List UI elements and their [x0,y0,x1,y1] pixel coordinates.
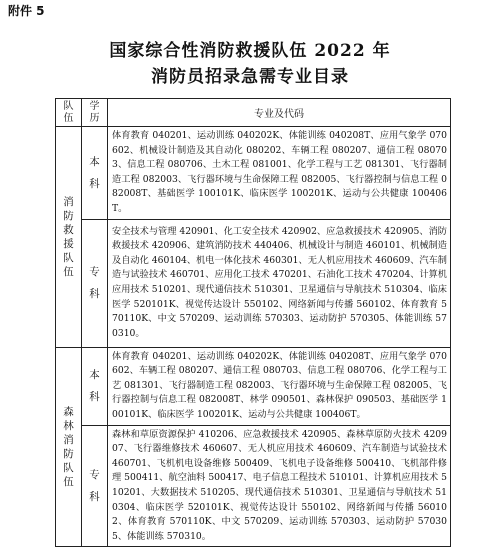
majors-table [55,98,451,547]
edu-char: 本 [89,155,100,168]
edu-cell-bachelor [82,127,108,220]
team-char: 防 [63,447,74,460]
header-team [56,99,82,127]
table-row [56,425,451,547]
edu-cell-associate [82,219,108,347]
majors-cell: 体育教育 040201、运动训练 040202K、体能训练 040208T、应用气象学 070602、机械设计制造及其自动化 080202、车辆工程 080207、通信工程 080703、信息工程 080706、土木工程 081001、化学工程与工艺 081301、飞行器制造工程 082003、飞行器环境与生命保障工程 082005、飞行器控制与信息工程 082008T、基础医学 100101K、临床医学 100201K、运动与公共健康 100406T。 [108,127,451,220]
team-char: 救 [63,223,74,236]
edu-char: 本 [89,369,100,382]
team-char: 森 [63,405,74,418]
header-edu [82,99,108,127]
table-row [56,219,451,347]
table-header-row [56,99,451,127]
edu-char: 专 [89,468,100,481]
team-char: 队 [63,461,74,474]
table-row [56,347,451,425]
edu-char: 科 [89,177,100,190]
edu-char: 科 [89,490,100,503]
team-char: 伍 [63,265,74,278]
edu-char: 专 [89,266,100,279]
attachment-label: 附件 5 [8,4,45,18]
team-char: 援 [63,237,74,250]
team-cell-forest-fire [56,347,82,547]
team-char: 伍 [63,475,74,488]
team-char: 林 [63,419,74,432]
team-char: 消 [63,195,74,208]
table-row [56,127,451,220]
majors-cell: 森林和草原资源保护 410206、应急救援技术 420905、森林草原防火技术 420907、飞行器维修技术 460607、无人机应用技术 460609、汽车制造与试验技术 460701、飞机机电设备维修 500409、飞机电子设备维修 500410、飞机部件修理 500411、航空油料 500417、电子信息工程技术 510101、计算机应用技术 510201、大数据技术 510205、现代通信技术 510301、卫星通信与导航技术 510304、临床医学 520101K、视觉传达设计 550102、网络新闻与传播 560102、体育教育 570110K、中文 570209、运动训练 570303、运动防护 570305、体能训练 570310。 [108,425,451,547]
team-char: 队 [63,251,74,264]
team-cell-fire-rescue [56,127,82,348]
majors-cell: 安全技术与管理 420901、化工安全技术 420902、应急救援技术 420905、消防救援技术 420906、建筑消防技术 440406、机械设计与制造 460101、机械制造及自动化 460104、机电一体化技术 460301、无人机应用技术 460609、汽车制造与试验技术 460701、应用化工技术 470201、石油化工技术 470204、计算机应用技术 510201、现代通信技术 510301、卫星通信与导航技术 510304、临床医学 520101K、视觉传达设计 550102、网络新闻与传播 560102、体育教育 570110K、中文 570209、运动训练 570303、运动防护 570305、体能训练 570310。 [108,219,451,347]
header-edu-char: 学 [89,100,100,112]
team-char: 消 [63,433,74,446]
header-team-char: 队 [63,100,74,112]
edu-char: 科 [89,391,100,404]
header-major: 专业及代码 [108,99,451,127]
edu-char: 科 [89,288,100,301]
edu-cell-associate [82,425,108,547]
edu-cell-bachelor [82,347,108,425]
title-line-2: 消防员招录急需专业目录 [151,67,349,87]
title-line-1: 国家综合性消防救援队伍 2022 年 [109,41,391,61]
team-char: 防 [63,209,74,222]
header-edu-char: 历 [89,112,100,124]
header-team-char: 伍 [63,112,74,124]
majors-cell: 体育教育 040201、运动训练 040202K、体能训练 040208T、应用气象学 070602、车辆工程 080207、通信工程 080703、信息工程 080706、化学工程与工艺 081301、飞行器制造工程 082003、飞行器环境与生命保障工程 082005、飞行器控制与信息工程 082008T、林学 090501、森林保护 090503、基础医学 100101K、临床医学 100201K、运动与公共健康 100406T。 [108,347,451,425]
